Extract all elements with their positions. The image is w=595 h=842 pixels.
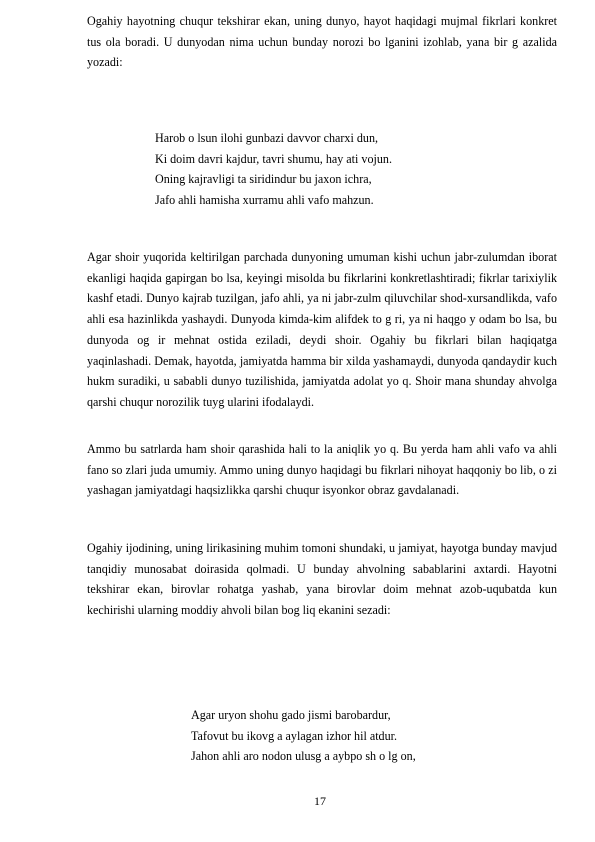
paragraph-intro: Ogahiy hayotning chuqur tekshirar ekan, uning dunyo, hayot haqidagi mujmal fikrlari konkret tus ola boradi. U dunyodan nima uchun bunday norozi bo lganini izohlab, yana bir g azalida yozadi: [87, 14, 557, 70]
verse-line: Harob o lsun ilohi gunbazi davvor charxi dun, [155, 131, 379, 145]
verse-line: Ki doim davri kajdur, tavri shumu, hay ati vojun. [155, 151, 392, 166]
paragraph-critique: Ammo bu satrlarda ham shoir qarashida hali to la aniqlik yo q. Bu yerda ham ahli vafo va ahli fano so zlari juda umumiy. Ammo uning dunyo haqidagi bu fikrlari nihoyat haqqoniy bo lib, o zi yashagan jamiyatdagi haqsizlikka qarshi chuqur isyonkor obraz gavdalanadi. [87, 442, 557, 498]
paragraph-analysis: Agar shoir yuqorida keltirilgan parchada dunyoning umuman kishi uchun jabr-zulumdan iborat ekanligi haqida gapirgan bo lsa, keyingi misolda bu fikrlarini konkretlashtiradi; fikrlar tarixiylik kashf etadi. Dunyo kajrab tuzilgan, jafo ahli, ya ni jabr-zulm qiluvchilar shod-xursandlikda, vafo ahli esa hazinlikda yashaydi. Dunyoda kimda-kim alifdek to g ri, ya ni haqgo y odam bo lsa, bu dunyoda og ir mehnat ostida eziladi, deydi shoir. Ogahiy bu fikrlari bilan haqiqatga yaqinlashadi. Demak, hayotda, jamiyatda hamma bir xilda yashamaydi, dunyoda qandaydir kuch hukm suradiki, u sababli dunyo tuzilishida, jamiyatda adolat yo q. Shoir mana shunday ahvolga qarshi chuqur norozilik tuyg ularini ifodalaydi. [87, 250, 557, 409]
verse-line: Oning kajravligi ta siridindur bu jaxon ichra, [155, 172, 372, 187]
verse-line: Jafo ahli hamisha xurramu ahli vafo mahzun. [155, 193, 374, 208]
verse-line: Jahon ahli aro nodon ulusg a aybpo sh o lg on, [191, 749, 416, 764]
verse-line: Tafovut bu ikovg a aylagan izhor hil atdur. [191, 728, 398, 743]
paragraph-conclusion: Ogahiy ijodining, uning lirikasining muhim tomoni shundaki, u jamiyat, hayotga bunday mavjud tanqidiy munosabat doirasida qolmadi. U bunday ahvolning sabablarini axtardi. Hayotni tekshirar ekan, birovlar rohatga yashab, yana birovlar doim mehnat azob-uqubatda kun kechirishi ularning moddiy ahvoli bilan bog liq ekanini sezadi: [87, 541, 557, 618]
verse-block-1 [155, 128, 392, 211]
verse-line: Agar uryon shohu gado jismi barobardur, [191, 708, 391, 722]
verse-block-2 [191, 705, 416, 767]
page-number: 17 [314, 794, 326, 808]
